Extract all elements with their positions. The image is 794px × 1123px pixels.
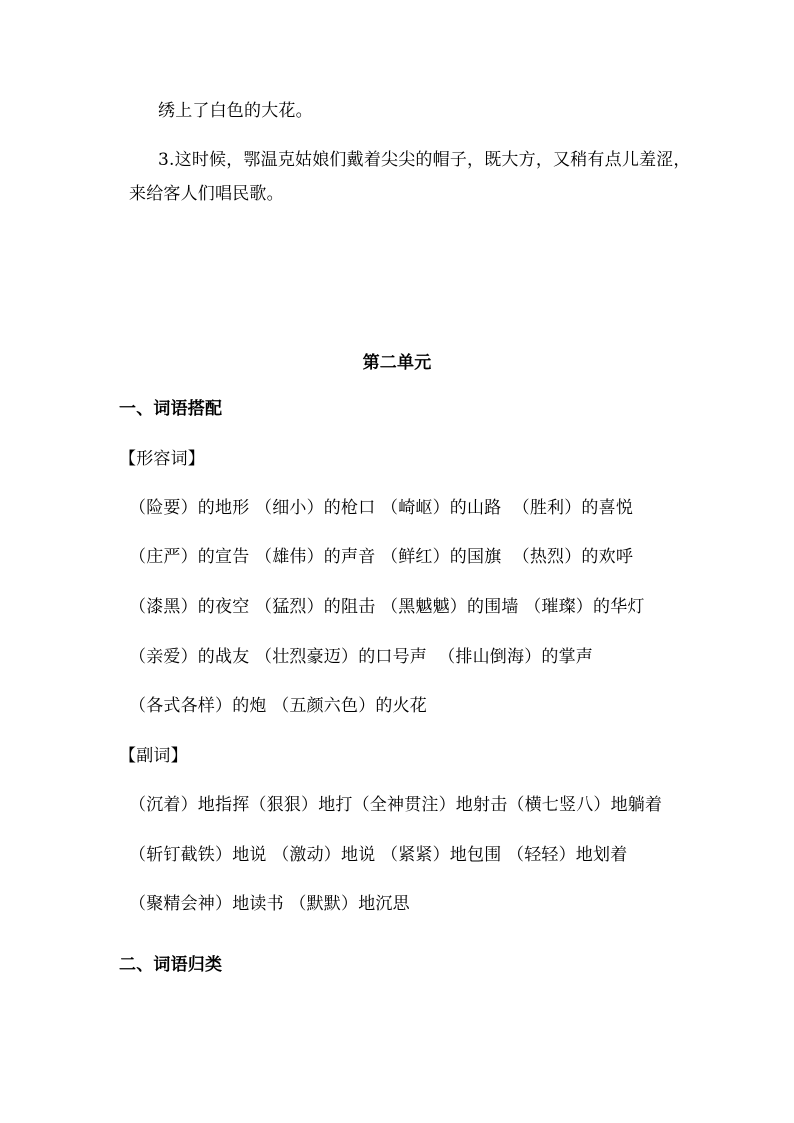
adverb-line: （斩钉截铁）地说 （激动）地说 （紧紧）地包围 （轻轻）地划着	[129, 845, 628, 865]
paragraph-continuation: 绣上了白色的大花。	[158, 101, 313, 121]
adjective-label: 【形容词】	[119, 449, 205, 469]
section-heading-word-matching: 一、词语搭配	[119, 399, 223, 419]
adjective-line: （漆黑）的夜空 （猛烈）的阻击 （黑魆魆）的围墙 （璀璨）的华灯	[129, 597, 645, 617]
adjective-line: （各式各样）的炮 （五颜六色）的火花	[129, 696, 428, 716]
paragraph-item-3-continuation: 来给客人们唱民歌。	[129, 184, 284, 204]
unit-title: 第二单元	[362, 353, 432, 373]
adjective-line: （庄严）的宣告 （雄伟）的声音 （鲜红）的国旗 （热烈）的欢呼	[129, 547, 634, 567]
adjective-line: （亲爱）的战友 （壮烈豪迈）的口号声 （排山倒海）的掌声	[129, 647, 594, 667]
section-heading-word-classification: 二、词语归类	[119, 955, 223, 975]
paragraph-item-3: 3.这时候，鄂温克姑娘们戴着尖尖的帽子，既大方，又稍有点儿羞涩，	[158, 150, 691, 170]
adverb-line: （聚精会神）地读书 （默默）地沉思	[129, 894, 410, 914]
adverb-label: 【副词】	[119, 746, 188, 766]
adverb-line: （沉着）地指挥（狠狠）地打（全神贯注）地射击（横七竖八）地躺着	[129, 795, 663, 815]
adjective-line: （险要）的地形 （细小）的枪口 （崎岖）的山路 （胜利）的喜悦	[129, 498, 634, 518]
